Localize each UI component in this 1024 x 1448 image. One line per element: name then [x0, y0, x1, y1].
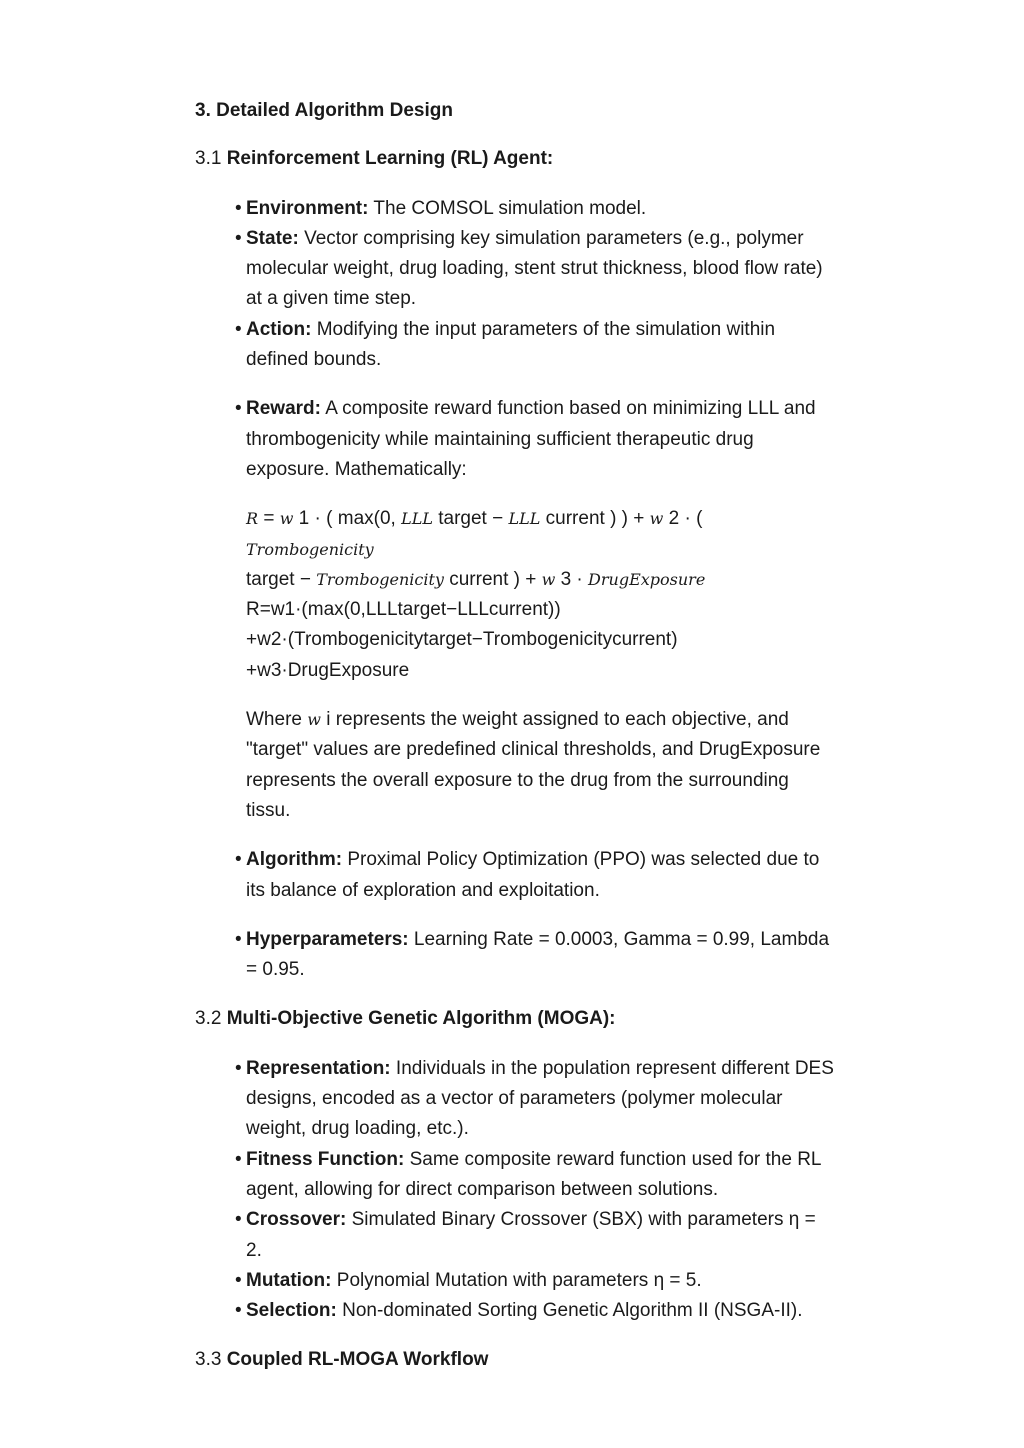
subsection-3-1-heading — [195, 144, 835, 174]
paragraph-text: i represents the weight assigned to each objective, and "target" values are predefined clinical thresholds, and DrugExposure represents the overall exposure to the drug from the surrounding tissu. — [246, 709, 821, 821]
paragraph-text: Where — [246, 709, 308, 731]
list-item — [235, 224, 835, 315]
list-item — [235, 925, 835, 986]
formula-plain-line: +w2·(Trombogenicitytarget−Trombogenicitycurrent) — [246, 629, 678, 651]
list-item — [235, 845, 835, 906]
math-symbol: w — [307, 710, 321, 730]
subsection-number: 3.2 — [195, 1008, 222, 1030]
subsection-title: Coupled RL-MOGA Workflow — [226, 1349, 489, 1371]
formula-text: current ) ) + — [540, 508, 650, 530]
reward-list — [195, 394, 835, 485]
formula-plain-line: R=w1·(max(0,LLLtarget−LLLcurrent)) — [246, 599, 561, 621]
math-symbol: LLL — [508, 509, 541, 529]
item-text: Learning Rate = 0.0003, Gamma = 0.99, Lambda = 0.95. — [246, 928, 830, 981]
formula-text: 1 · ( max(0, — [293, 508, 402, 530]
formula-text: 2 · ( — [663, 508, 703, 530]
item-text: Same composite reward function used for the RL agent, allowing for direct comparison between solutions. — [246, 1148, 821, 1200]
list-item — [235, 1266, 835, 1296]
document-page — [195, 96, 835, 1376]
item-label: Action: — [246, 318, 312, 340]
item-text: The COMSOL simulation model. — [373, 197, 647, 219]
item-text: A composite reward function based on minimizing LLL and thrombogenicity while maintaining sufficient therapeutic drug exposure. Mathematically: — [246, 398, 816, 480]
list-item — [235, 1296, 835, 1326]
item-text: Simulated Binary Crossover (SBX) with parameters η = 2. — [246, 1209, 816, 1261]
item-label: Hyperparameters: — [246, 928, 409, 950]
item-label: Mutation: — [246, 1269, 332, 1291]
subsection-title: Multi-Objective Genetic Algorithm (MOGA): — [226, 1008, 616, 1030]
item-label: Representation: — [246, 1057, 391, 1079]
formula-text: target − — [432, 508, 509, 530]
item-label: Selection: — [246, 1300, 337, 1322]
item-label: Reward: — [246, 398, 321, 420]
list-item — [235, 1054, 835, 1145]
formula-text: 3 · — [555, 568, 589, 590]
formula-plain-line: +w3·DrugExposure — [246, 659, 410, 681]
math-symbol: Trombogenicity — [316, 569, 444, 589]
rl-agent-list — [195, 194, 835, 376]
item-text: Individuals in the population represent different DES designs, encoded as a vector of parameters (polymer molecular weight, drug loading, etc.). — [246, 1057, 834, 1140]
math-symbol: w — [649, 509, 664, 529]
math-symbol: Trombogenicity — [246, 539, 374, 559]
math-symbol: w — [279, 509, 294, 529]
item-text: Proximal Policy Optimization (PPO) was selected due to its balance of exploration and exploitation. — [246, 849, 820, 901]
list-item — [235, 315, 835, 376]
formula-text: = — [258, 508, 280, 530]
math-symbol: R — [246, 509, 259, 529]
where-paragraph — [195, 705, 835, 826]
formula-text: target − — [246, 568, 317, 590]
section-heading: 3. Detailed Algorithm Design — [195, 100, 453, 121]
formula-text: current ) + — [443, 568, 542, 590]
algorithm-list — [195, 845, 835, 906]
list-item — [235, 394, 835, 485]
subsection-number: 3.1 — [195, 148, 222, 170]
item-label: Algorithm: — [246, 849, 343, 871]
item-text: Non-dominated Sorting Genetic Algorithm II (NSGA-II). — [342, 1300, 803, 1322]
subsection-3-2-heading — [195, 1004, 835, 1034]
item-text: Vector comprising key simulation parameters (e.g., polymer molecular weight, drug loading, stent strut thickness, blood flow rate) at a given time step. — [246, 227, 823, 310]
subsection-3-3-heading — [195, 1345, 835, 1375]
moga-list — [195, 1054, 835, 1327]
item-text: Modifying the input parameters of the simulation within defined bounds. — [246, 318, 776, 371]
math-symbol: DrugExposure — [588, 569, 706, 589]
subsection-number: 3.3 — [195, 1349, 222, 1371]
item-label: Environment: — [246, 197, 369, 219]
math-symbol: LLL — [401, 509, 433, 529]
subsection-title: Reinforcement Learning (RL) Agent: — [226, 148, 554, 170]
item-text: Polynomial Mutation with parameters η = 5. — [336, 1269, 702, 1291]
item-label: Crossover: — [246, 1209, 347, 1231]
reward-formula — [195, 504, 835, 686]
item-label: State: — [246, 227, 299, 249]
math-symbol: w — [541, 569, 556, 589]
list-item — [235, 1205, 835, 1266]
list-item — [235, 1145, 835, 1206]
list-item — [235, 194, 835, 224]
hyperparameters-list — [195, 925, 835, 986]
item-label: Fitness Function: — [246, 1148, 405, 1170]
